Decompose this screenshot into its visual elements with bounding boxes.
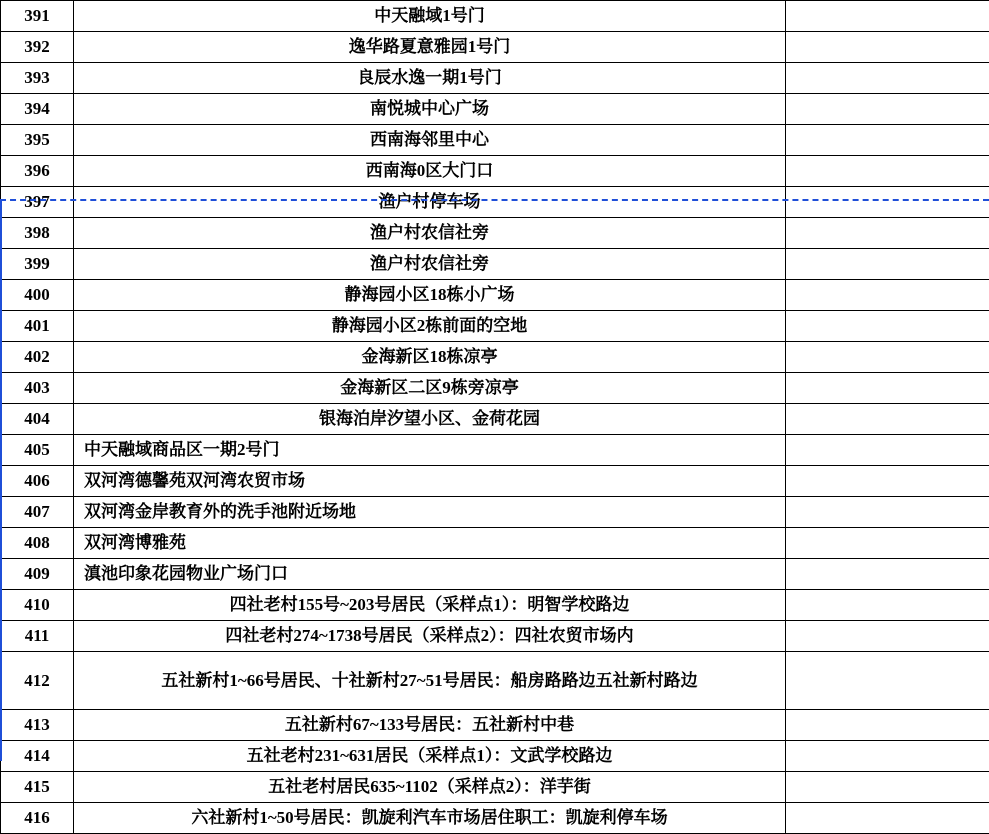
row-blank-cell <box>786 125 989 156</box>
row-name-cell: 良辰水逸一期1号门 <box>74 63 786 94</box>
row-number-cell: 391 <box>1 1 74 32</box>
row-blank-cell <box>786 94 989 125</box>
row-blank-cell <box>786 218 989 249</box>
row-number-cell: 407 <box>1 497 74 528</box>
row-number-cell: 402 <box>1 342 74 373</box>
table-row <box>1 741 989 772</box>
row-number-cell: 392 <box>1 32 74 63</box>
row-number-cell: 398 <box>1 218 74 249</box>
row-blank-cell <box>786 342 989 373</box>
row-number-cell: 399 <box>1 249 74 280</box>
table-row <box>1 125 989 156</box>
row-blank-cell <box>786 466 989 497</box>
row-number-cell: 395 <box>1 125 74 156</box>
table-row <box>1 342 989 373</box>
row-number-cell: 411 <box>1 621 74 652</box>
row-blank-cell <box>786 497 989 528</box>
row-name-cell: 金海新区18栋凉亭 <box>74 342 786 373</box>
table-row <box>1 710 989 741</box>
row-name-cell: 滇池印象花园物业广场门口 <box>74 559 786 590</box>
table-row <box>1 249 989 280</box>
row-name-cell: 渔户村停车场 <box>74 187 786 218</box>
row-number-cell: 393 <box>1 63 74 94</box>
row-blank-cell <box>786 590 989 621</box>
row-number-cell: 401 <box>1 311 74 342</box>
row-name-cell: 四社老村274~1738号居民（采样点2）：四社农贸市场内 <box>74 621 786 652</box>
row-name-cell: 五社新村1~66号居民、十社新村27~51号居民：船房路路边五社新村路边 <box>74 652 786 710</box>
table-row <box>1 559 989 590</box>
row-name-cell: 渔户村农信社旁 <box>74 249 786 280</box>
row-number-cell: 396 <box>1 156 74 187</box>
table-row <box>1 373 989 404</box>
table-row <box>1 1 989 32</box>
row-blank-cell <box>786 32 989 63</box>
row-blank-cell <box>786 280 989 311</box>
table-row <box>1 156 989 187</box>
row-number-cell: 397 <box>1 187 74 218</box>
row-name-cell: 渔户村农信社旁 <box>74 218 786 249</box>
row-name-cell: 南悦城中心广场 <box>74 94 786 125</box>
row-blank-cell <box>786 803 989 834</box>
row-blank-cell <box>786 652 989 710</box>
row-name-cell: 西南海0区大门口 <box>74 156 786 187</box>
row-blank-cell <box>786 435 989 466</box>
row-blank-cell <box>786 187 989 218</box>
row-blank-cell <box>786 772 989 803</box>
table-row <box>1 621 989 652</box>
row-name-cell: 双河湾金岸教育外的洗手池附近场地 <box>74 497 786 528</box>
row-name-cell: 双河湾博雅苑 <box>74 528 786 559</box>
row-number-cell: 406 <box>1 466 74 497</box>
table-row <box>1 404 989 435</box>
row-name-cell: 银海泊岸汐望小区、金荷花园 <box>74 404 786 435</box>
row-name-cell: 中天融域商品区一期2号门 <box>74 435 786 466</box>
row-blank-cell <box>786 373 989 404</box>
row-blank-cell <box>786 404 989 435</box>
row-blank-cell <box>786 311 989 342</box>
row-name-cell: 四社老村155号~203号居民（采样点1）：明智学校路边 <box>74 590 786 621</box>
table-row <box>1 280 989 311</box>
row-blank-cell <box>786 156 989 187</box>
row-number-cell: 413 <box>1 710 74 741</box>
row-name-cell: 双河湾德馨苑双河湾农贸市场 <box>74 466 786 497</box>
row-name-cell: 静海园小区2栋前面的空地 <box>74 311 786 342</box>
table-row <box>1 311 989 342</box>
row-number-cell: 404 <box>1 404 74 435</box>
table-row <box>1 497 989 528</box>
table-row <box>1 652 989 710</box>
row-number-cell: 410 <box>1 590 74 621</box>
table-row <box>1 772 989 803</box>
row-name-cell: 西南海邻里中心 <box>74 125 786 156</box>
table-row <box>1 32 989 63</box>
table-row <box>1 94 989 125</box>
table-row <box>1 435 989 466</box>
row-number-cell: 408 <box>1 528 74 559</box>
row-blank-cell <box>786 1 989 32</box>
row-number-cell: 409 <box>1 559 74 590</box>
row-name-cell: 五社老村231~631居民（采样点1）：文武学校路边 <box>74 741 786 772</box>
row-blank-cell <box>786 528 989 559</box>
row-blank-cell <box>786 741 989 772</box>
row-number-cell: 394 <box>1 94 74 125</box>
row-name-cell: 逸华路夏意雅园1号门 <box>74 32 786 63</box>
table-row <box>1 803 989 834</box>
table-body <box>1 1 989 834</box>
row-name-cell: 六社新村1~50号居民：凯旋利汽车市场居住职工：凯旋利停车场 <box>74 803 786 834</box>
table-row <box>1 590 989 621</box>
row-number-cell: 403 <box>1 373 74 404</box>
row-name-cell: 五社老村居民635~1102（采样点2）：洋芋街 <box>74 772 786 803</box>
table-row <box>1 187 989 218</box>
row-blank-cell <box>786 249 989 280</box>
row-number-cell: 412 <box>1 652 74 710</box>
row-name-cell: 中天融域1号门 <box>74 1 786 32</box>
row-number-cell: 416 <box>1 803 74 834</box>
row-number-cell: 414 <box>1 741 74 772</box>
table-row <box>1 63 989 94</box>
row-number-cell: 400 <box>1 280 74 311</box>
row-blank-cell <box>786 559 989 590</box>
table-row <box>1 218 989 249</box>
row-name-cell: 静海园小区18栋小广场 <box>74 280 786 311</box>
row-number-cell: 405 <box>1 435 74 466</box>
table-row <box>1 528 989 559</box>
row-name-cell: 五社新村67~133号居民：五社新村中巷 <box>74 710 786 741</box>
row-blank-cell <box>786 63 989 94</box>
row-blank-cell <box>786 621 989 652</box>
row-number-cell: 415 <box>1 772 74 803</box>
row-name-cell: 金海新区二区9栋旁凉亭 <box>74 373 786 404</box>
row-blank-cell <box>786 710 989 741</box>
table-row <box>1 466 989 497</box>
